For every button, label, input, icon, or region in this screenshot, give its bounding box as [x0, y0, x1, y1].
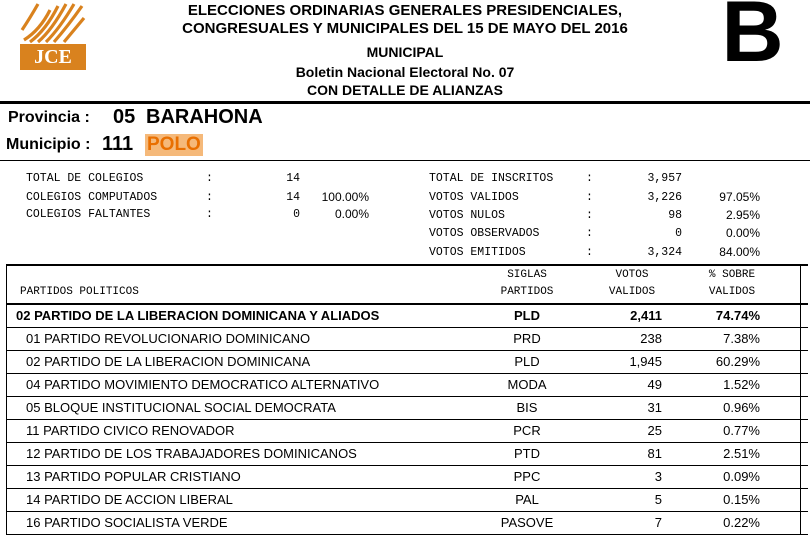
- table-row: [6, 443, 808, 466]
- party-pct: 60.29%: [715, 354, 760, 369]
- logo-text: JCE: [34, 46, 72, 68]
- party-votos: 81: [647, 446, 662, 461]
- party-siglas: PTD: [514, 446, 540, 461]
- party-votos: 238: [640, 331, 662, 346]
- party-siglas: PASOVE: [500, 515, 554, 530]
- inscritos-sep: :: [586, 172, 593, 185]
- table-row: [6, 351, 808, 374]
- municipio-name: POLO: [147, 134, 201, 155]
- inscritos-value: 3,957: [647, 172, 682, 185]
- party-name: 16 PARTIDO SOCIALISTA VERDE: [26, 515, 228, 530]
- results-table: [6, 264, 808, 535]
- party-pct: 2.51%: [723, 446, 760, 461]
- party-votos: 1,945: [629, 354, 662, 369]
- provincia-label: Provincia :: [8, 109, 90, 126]
- colegios-faltantes-label: COLEGIOS FALTANTES: [26, 208, 151, 221]
- party-votos: 7: [654, 515, 662, 530]
- party-name: 02 PARTIDO DE LA LIBERACION DOMINICANA: [26, 354, 311, 369]
- party-name: 12 PARTIDO DE LOS TRABAJADORES DOMINICANOS: [26, 446, 357, 461]
- party-siglas: PAL: [515, 492, 539, 507]
- party-pct: 0.15%: [723, 492, 760, 507]
- table-row: [6, 420, 808, 443]
- party-name: 13 PARTIDO POPULAR CRISTIANO: [26, 469, 241, 484]
- colegios-faltantes-value: 0: [293, 208, 300, 221]
- col-votos-header-2: VALIDOS: [608, 286, 656, 298]
- party-pct: 1.52%: [723, 377, 760, 392]
- table-border-right: [800, 264, 801, 535]
- provincia-code: 05: [113, 106, 136, 128]
- party-votos: 31: [647, 400, 662, 415]
- observados-value: 0: [675, 227, 682, 240]
- party-name: 14 PARTIDO DE ACCION LIBERAL: [26, 492, 233, 507]
- nulos-sep: :: [586, 209, 593, 222]
- colegios-computados-pct: 100.00%: [321, 190, 369, 204]
- party-pct: 0.96%: [723, 400, 760, 415]
- observados-label: VOTOS OBSERVADOS: [429, 227, 540, 240]
- party-pct: 7.38%: [723, 331, 760, 346]
- location-divider: [0, 160, 810, 161]
- party-pct: 0.09%: [723, 469, 760, 484]
- nulos-value: 98: [668, 209, 682, 222]
- municipio-code: 111: [102, 133, 134, 155]
- col-siglas-header-2: PARTIDOS: [500, 286, 554, 298]
- bulletin-title: Boletin Nacional Electoral No. 07: [295, 64, 515, 80]
- party-pct: 0.77%: [723, 423, 760, 438]
- party-siglas: MODA: [507, 377, 547, 392]
- table-row: [6, 397, 808, 420]
- validos-pct: 97.05%: [719, 190, 760, 204]
- party-siglas: PPC: [513, 469, 541, 484]
- observados-sep: :: [586, 227, 593, 240]
- colegios-total-value: 14: [286, 172, 300, 185]
- table-row: [6, 374, 808, 397]
- party-siglas: PLD: [514, 308, 540, 323]
- party-name: 11 PARTIDO CIVICO RENOVADOR: [26, 423, 235, 438]
- party-name: 04 PARTIDO MOVIMIENTO DEMOCRATICO ALTERNATIVO: [26, 377, 380, 392]
- party-siglas: PLD: [514, 354, 540, 369]
- colegios-total-sep: :: [206, 172, 213, 185]
- table-border-left: [6, 264, 7, 535]
- title-line-1: ELECCIONES ORDINARIAS GENERALES PRESIDENCIALES,: [187, 2, 623, 19]
- table-row: [6, 489, 808, 512]
- colegios-computados-label: COLEGIOS COMPUTADOS: [26, 191, 158, 204]
- colegios-computados-value: 14: [286, 191, 300, 204]
- party-votos: 2,411: [630, 308, 662, 323]
- party-name: 05 BLOQUE INSTITUCIONAL SOCIAL DEMOCRATA: [26, 400, 336, 415]
- emitidos-label: VOTOS EMITIDOS: [429, 246, 526, 259]
- nulos-label: VOTOS NULOS: [429, 209, 505, 222]
- colegios-total-label: TOTAL DE COLEGIOS: [26, 172, 144, 185]
- header-divider: [0, 101, 810, 104]
- title-line-3: MUNICIPAL: [366, 44, 444, 60]
- table-row: [6, 512, 808, 535]
- colegios-faltantes-sep: :: [206, 208, 213, 221]
- validos-value: 3,226: [647, 191, 682, 204]
- provincia-name: BARAHONA: [146, 106, 263, 128]
- validos-sep: :: [586, 191, 593, 204]
- nulos-pct: 2.95%: [725, 208, 760, 222]
- observados-pct: 0.00%: [725, 226, 760, 240]
- party-pct: 74.74%: [715, 308, 760, 323]
- table-row: [6, 466, 808, 489]
- col-pct-header-1: % SOBRE: [708, 269, 756, 281]
- municipio-label: Municipio :: [6, 136, 91, 153]
- party-name: 02 PARTIDO DE LA LIBERACION DOMINICANA Y ALIADOS: [16, 308, 380, 323]
- title-line-2: CONGRESUALES Y MUNICIPALES DEL 15 DE MAYO DEL 2016: [182, 20, 628, 37]
- party-votos: 3: [654, 469, 662, 484]
- col-partidos-header: PARTIDOS POLITICOS: [20, 286, 139, 298]
- col-pct-header-2: VALIDOS: [708, 286, 756, 298]
- table-row: [6, 305, 808, 328]
- party-siglas: BIS: [516, 400, 538, 415]
- col-votos-header-1: VOTOS: [615, 269, 649, 281]
- jce-logo: [20, 0, 86, 70]
- colegios-faltantes-pct: 0.00%: [334, 207, 369, 221]
- emitidos-pct: 84.00%: [719, 245, 760, 259]
- table-header: [6, 264, 808, 305]
- party-votos: 5: [654, 492, 662, 507]
- party-siglas: PCR: [513, 423, 541, 438]
- bulletin-letter: B: [721, 0, 784, 80]
- party-votos: 25: [647, 423, 662, 438]
- inscritos-label: TOTAL DE INSCRITOS: [429, 172, 554, 185]
- party-votos: 49: [647, 377, 662, 392]
- emitidos-value: 3,324: [647, 246, 682, 259]
- col-siglas-header-1: SIGLAS: [507, 269, 547, 281]
- validos-label: VOTOS VALIDOS: [429, 191, 519, 204]
- colegios-computados-sep: :: [206, 191, 213, 204]
- party-pct: 0.22%: [723, 515, 760, 530]
- emitidos-sep: :: [586, 246, 593, 259]
- alliances-subtitle: CON DETALLE DE ALIANZAS: [307, 82, 503, 98]
- party-name: 01 PARTIDO REVOLUCIONARIO DOMINICANO: [26, 331, 311, 346]
- table-row: [6, 328, 808, 351]
- party-siglas: PRD: [513, 331, 541, 346]
